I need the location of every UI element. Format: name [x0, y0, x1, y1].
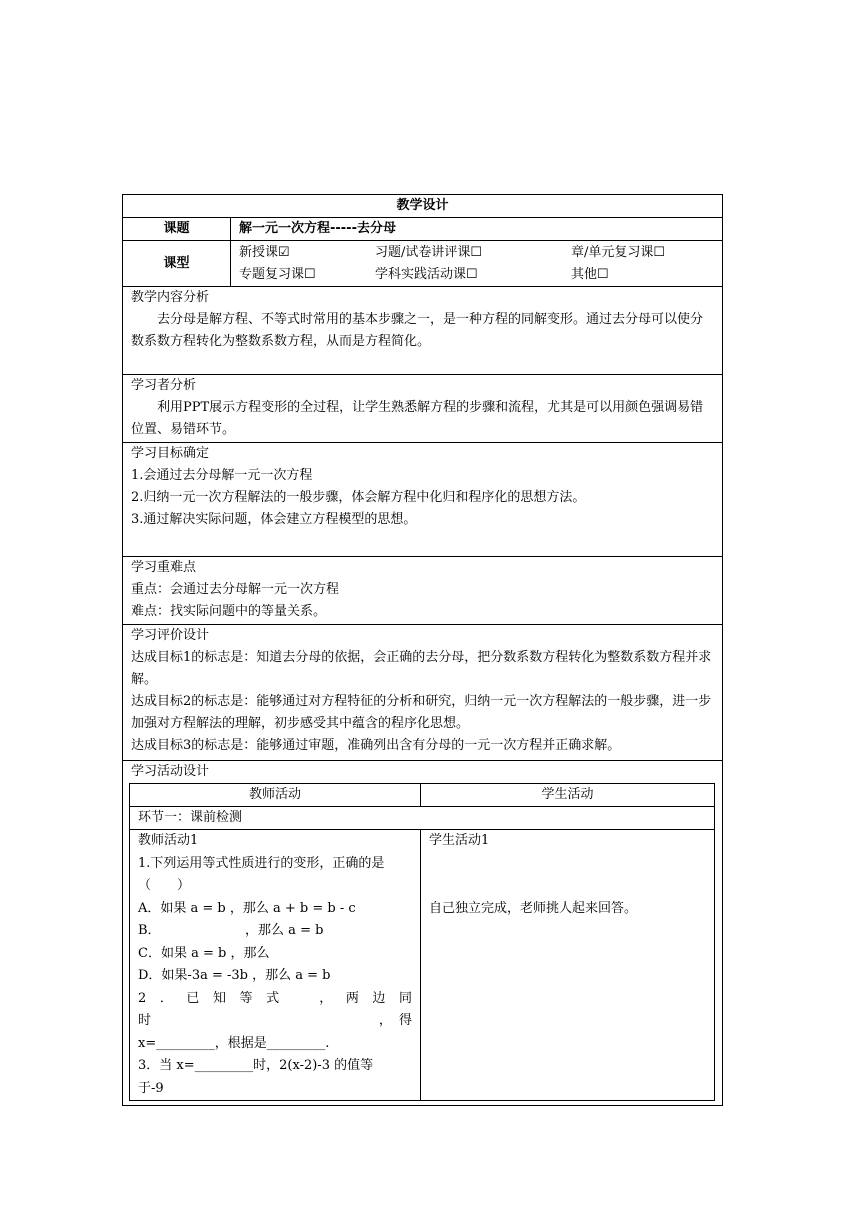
objective-item: 3.通过解决实际问题，体会建立方程模型的思想。	[131, 512, 417, 527]
student-activity-text: 自己独立完成，老师挑人起来回答。	[429, 900, 638, 916]
option-exercise: 习题/试卷讲评课☐	[375, 244, 483, 260]
objective-item: 2.归纳一元一次方程解法的一般步骤，体会解方程中化归和程序化的思想方法。	[131, 490, 586, 505]
option-unit-review: 章/单元复习课☐	[571, 244, 666, 260]
objective-item: 1.会通过去分母解一元一次方程	[131, 468, 313, 483]
column-teacher: 教师活动	[130, 784, 421, 807]
question-1-option-b: B． ，那么 a = b	[138, 923, 324, 938]
question-3-line-1: 3．当 x=_________时，2(x-2)-3 的值等	[138, 1058, 374, 1073]
learner-analysis-text: 利用PPT展示方程变形的全过程，让学生熟悉解方程的步骤和流程，尤其是可以用颜色强调易错位置、易错环节。	[131, 400, 704, 437]
evaluation-item: 达成目标3的标志是：能够通过审题，准确列出含有分母的一元一次方程并正确求解。	[131, 738, 621, 753]
learner-analysis-section	[123, 375, 723, 443]
evaluation-item: 达成目标2的标志是：能够通过对方程特征的分析和研究，归纳一元一次方程解法的一般步骤，进一步加强对方程解法的理解，初步感受其中蕴含的程序化思想。	[131, 694, 712, 731]
section-title: 学习评价设计	[131, 628, 210, 643]
option-topic-review: 专题复习课☐	[239, 266, 316, 282]
option-practice: 学科实践活动课☐	[375, 266, 478, 282]
activities-section	[123, 761, 723, 1106]
student-activity-title: 学生活动1	[429, 833, 490, 848]
content-analysis-text: 去分母是解方程、不等式时常用的基本步骤之一，是一种方程的同解变形。通过去分母可以使分数系数方程转化为整数系数方程，从而是方程简化。	[131, 312, 704, 349]
topic-value: 解一元一次方程-----去分母	[231, 218, 723, 241]
question-1: 1.下列运用等式性质进行的变形，正确的是（ ）	[138, 855, 385, 893]
activities-table	[129, 783, 715, 1101]
course-type-label: 课型	[123, 241, 231, 287]
question-2-line-2: 时 ，得	[138, 1013, 412, 1028]
section-title: 学习目标确定	[131, 446, 210, 461]
section-title: 学习活动设计	[131, 764, 210, 779]
question-1-option-d: D．如果-3a = -3b ，那么 a = b	[138, 968, 331, 983]
evaluation-section	[123, 625, 723, 761]
section-title: 教学内容分析	[131, 290, 210, 305]
key-points-section	[123, 557, 723, 625]
student-activity-1	[421, 830, 715, 1101]
section-title: 学习者分析	[131, 378, 197, 393]
lesson-plan-table	[122, 194, 723, 1106]
question-3-line-2: 于-9	[138, 1080, 164, 1096]
section-title: 学习重难点	[131, 560, 197, 575]
teacher-activity-1	[130, 830, 421, 1101]
objectives-section	[123, 443, 723, 557]
lesson-plan	[122, 194, 722, 1106]
table-header: 教学设计	[123, 195, 723, 218]
question-2-line-3: x=_________，根据是_________.	[138, 1035, 330, 1051]
evaluation-item: 达成目标1的标志是：知道去分母的依据，会正确的去分母，把分数系数方程转化为整数系数方程并求解。	[131, 650, 712, 687]
question-2-line-1: 2．已知等式 ，两边同	[138, 990, 412, 1006]
section1-label: 环节一：课前检测	[130, 807, 715, 830]
question-1-option-c: C．如果 a = b ，那么	[138, 945, 270, 961]
option-new-lesson: 新授课☑	[239, 244, 290, 260]
course-type-options	[231, 241, 723, 287]
teacher-activity-title: 教师活动1	[138, 833, 199, 848]
key-point-focus: 重点：会通过去分母解一元一次方程	[131, 582, 340, 597]
question-1-option-a: A．如果 a = b ，那么 a + b = b - c	[138, 900, 356, 916]
content-analysis-section	[123, 287, 723, 375]
option-other: 其他☐	[571, 266, 609, 282]
topic-label: 课题	[123, 218, 231, 241]
key-point-difficulty: 难点：找实际问题中的等量关系。	[131, 604, 327, 619]
column-student: 学生活动	[421, 784, 715, 807]
